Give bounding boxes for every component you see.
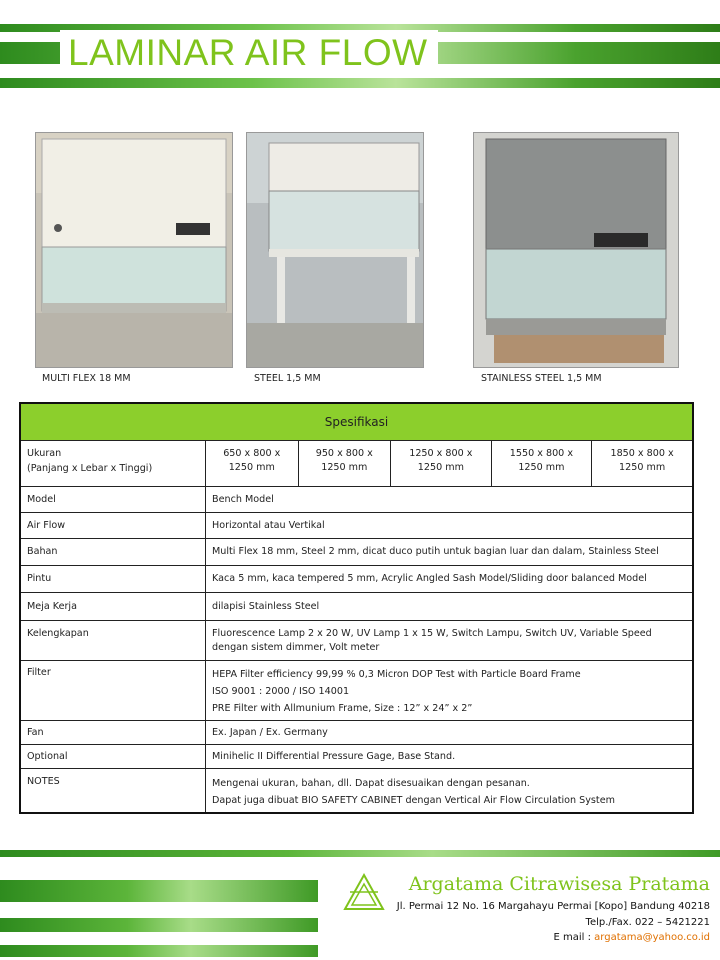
- size-unit: 1250 mm: [417, 462, 464, 473]
- company-logo: [342, 872, 386, 912]
- spec-table: [19, 402, 694, 814]
- photo-caption-1: MULTI FLEX 18 MM: [42, 373, 131, 384]
- photo-caption-3: STAINLESS STEEL 1,5 MM: [481, 373, 602, 384]
- row-value: Multi Flex 18 mm, Steel 2 mm, dicat duco putih untuk bagian luar dan dalam, Stainless Steel: [206, 539, 694, 566]
- company-address: Jl. Permai 12 No. 16 Margahayu Permai [Kopo] Bandung 40218: [396, 901, 710, 912]
- size-value: 1850 x 800 x: [610, 448, 674, 459]
- size-unit: 1250 mm: [518, 462, 565, 473]
- table-row: [20, 593, 693, 621]
- table-row: [20, 487, 693, 513]
- table-row: [20, 513, 693, 539]
- row-value: dilapisi Stainless Steel: [206, 593, 694, 621]
- row-label: Kelengkapan: [20, 621, 206, 661]
- row-label: NOTES: [20, 769, 206, 814]
- company-phone: Telp./Fax. 022 – 5421221: [585, 917, 710, 928]
- product-photo-stainless: [473, 132, 679, 368]
- table-row: [20, 621, 693, 661]
- table-row: [20, 661, 693, 721]
- table-row: [20, 745, 693, 769]
- size-cell: [206, 441, 299, 487]
- size-label-sub: (Panjang x Lebar x Tinggi): [27, 463, 153, 474]
- footer-stripe-3: [0, 945, 318, 957]
- size-unit: 1250 mm: [321, 462, 368, 473]
- footer-stripe-2: [0, 918, 318, 932]
- size-label-cell: [20, 441, 206, 487]
- row-label: Pintu: [20, 566, 206, 593]
- row-value: [206, 661, 694, 721]
- company-email-line: [554, 932, 710, 943]
- table-row: [20, 566, 693, 593]
- table-row: [20, 721, 693, 745]
- row-value: Minihelic II Differential Pressure Gage, Base Stand.: [206, 745, 694, 769]
- size-cell: [391, 441, 492, 487]
- spec-table-header: Spesifikasi: [20, 403, 693, 441]
- row-value: [206, 621, 694, 661]
- row-value-line: Mengenai ukuran, bahan, dll. Dapat disesuaikan dengan pesanan.: [212, 778, 530, 789]
- row-value: Ex. Japan / Ex. Germany: [206, 721, 694, 745]
- row-value-line: HEPA Filter efficiency 99,99 % 0,3 Micron DOP Test with Particle Board Frame: [212, 669, 581, 680]
- page-title: LAMINAR AIR FLOW: [68, 32, 428, 73]
- table-row: [20, 539, 693, 566]
- row-label: Bahan: [20, 539, 206, 566]
- row-label: Optional: [20, 745, 206, 769]
- header-stripe-bottom: [0, 78, 720, 88]
- row-value-line: ISO 9001 : 2000 / ISO 14001: [212, 686, 350, 697]
- email-label: E mail :: [553, 932, 595, 943]
- row-label: Filter: [20, 661, 206, 721]
- size-value: 950 x 800 x: [315, 448, 373, 459]
- size-value: 650 x 800 x: [223, 448, 281, 459]
- row-value-line: Dapat juga dibuat BIO SAFETY CABINET dengan Vertical Air Flow Circulation System: [212, 795, 615, 806]
- size-value: 1550 x 800 x: [509, 448, 574, 459]
- footer-stripe-top: [0, 850, 720, 857]
- size-unit: 1250 mm: [228, 462, 275, 473]
- table-row: [20, 769, 693, 814]
- row-value-line: dengan sistem dimmer, Volt meter: [212, 642, 380, 653]
- size-cell: [592, 441, 693, 487]
- footer-stripe-1: [0, 880, 318, 902]
- product-photo-steel: [246, 132, 424, 368]
- row-value-line: Fluorescence Lamp 2 x 20 W, UV Lamp 1 x 15 W, Switch Lampu, Switch UV, Variable Speed: [212, 628, 652, 639]
- row-label: Air Flow: [20, 513, 206, 539]
- email-link[interactable]: argatama@yahoo.co.id: [594, 932, 710, 943]
- row-value: Bench Model: [206, 487, 694, 513]
- size-cell: [298, 441, 391, 487]
- row-value-line: PRE Filter with Allmunium Frame, Size : 12” x 24” x 2”: [212, 703, 473, 714]
- row-label: Fan: [20, 721, 206, 745]
- size-value: 1250 x 800 x: [409, 448, 473, 459]
- table-row: [20, 441, 693, 487]
- photo-caption-2: STEEL 1,5 MM: [254, 373, 321, 384]
- product-photo-multiflex: [35, 132, 233, 368]
- row-label: Model: [20, 487, 206, 513]
- row-value: Horizontal atau Vertikal: [206, 513, 694, 539]
- row-value: [206, 769, 694, 814]
- company-name: Argatama Citrawisesa Pratama: [408, 873, 710, 895]
- row-label: Meja Kerja: [20, 593, 206, 621]
- size-cell: [491, 441, 592, 487]
- size-label: Ukuran: [27, 448, 62, 459]
- size-unit: 1250 mm: [619, 462, 666, 473]
- row-value: Kaca 5 mm, kaca tempered 5 mm, Acrylic Angled Sash Model/Sliding door balanced Model: [206, 566, 694, 593]
